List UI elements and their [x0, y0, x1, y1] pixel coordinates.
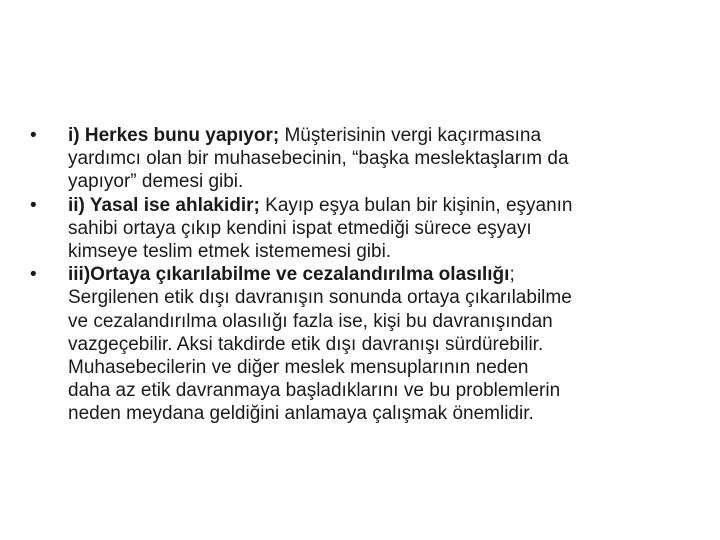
- bullet-text: sahibi ortaya çıkıp kendini ispat etmediği sürece eşyayı: [68, 217, 532, 239]
- bullet-list: [30, 124, 680, 426]
- bullet-text: kimseye teslim etmek istememesi gibi.: [68, 241, 392, 263]
- bullet-text: neden meydana geldiğini anlamaya çalışmak önemlidir.: [68, 403, 534, 425]
- bullet-line: [68, 194, 680, 217]
- bullet-line: [68, 263, 680, 286]
- bullet-dot: •: [30, 264, 37, 286]
- bullet-item-herkes-bunu-yapiyor: [30, 124, 680, 194]
- bullet-item-ortaya-cikarilabilme: [30, 263, 680, 425]
- bullet-lead: i) Herkes bunu yapıyor;: [68, 125, 280, 146]
- bullet-lead: iii)Ortaya çıkarılabilme ve cezalandırılma olasılığı: [68, 264, 510, 286]
- bullet-text: yapıyor” demesi gibi.: [68, 171, 244, 193]
- bullet-text: Müşterisinin vergi kaçırmasına: [279, 125, 542, 146]
- bullet-text: daha az etik davranmaya başladıklarını ve bu problemlerin: [68, 380, 561, 402]
- bullet-line: [68, 124, 680, 147]
- bullet-text: Sergilenen etik dışı davranışın sonunda ortaya çıkarılabilme: [68, 287, 572, 309]
- bullet-dot: •: [30, 194, 37, 216]
- slide-body: [30, 124, 680, 426]
- bullet-text: yardımcı olan bir muhasebecinin, “başka meslektaşlarım da: [68, 148, 569, 170]
- bullet-text: vazgeçebilir. Aksi takdirde etik dışı davranışı sürdürebilir.: [68, 333, 544, 355]
- bullet-text: Kayıp eşya bulan bir kişinin, eşyanın: [259, 194, 573, 216]
- bullet-item-yasal-ise-ahlakidir: [30, 194, 680, 264]
- bullet-dot: •: [30, 125, 37, 146]
- bullet-text: ve cezalandırılma olasılığı fazla ise, kişi bu davranışından: [68, 310, 553, 332]
- bullet-text: Muhasebecilerin ve diğer meslek mensuplarının neden: [68, 357, 529, 379]
- bullet-text: ;: [509, 264, 515, 286]
- bullet-lead: ii) Yasal ise ahlakidir;: [68, 194, 260, 216]
